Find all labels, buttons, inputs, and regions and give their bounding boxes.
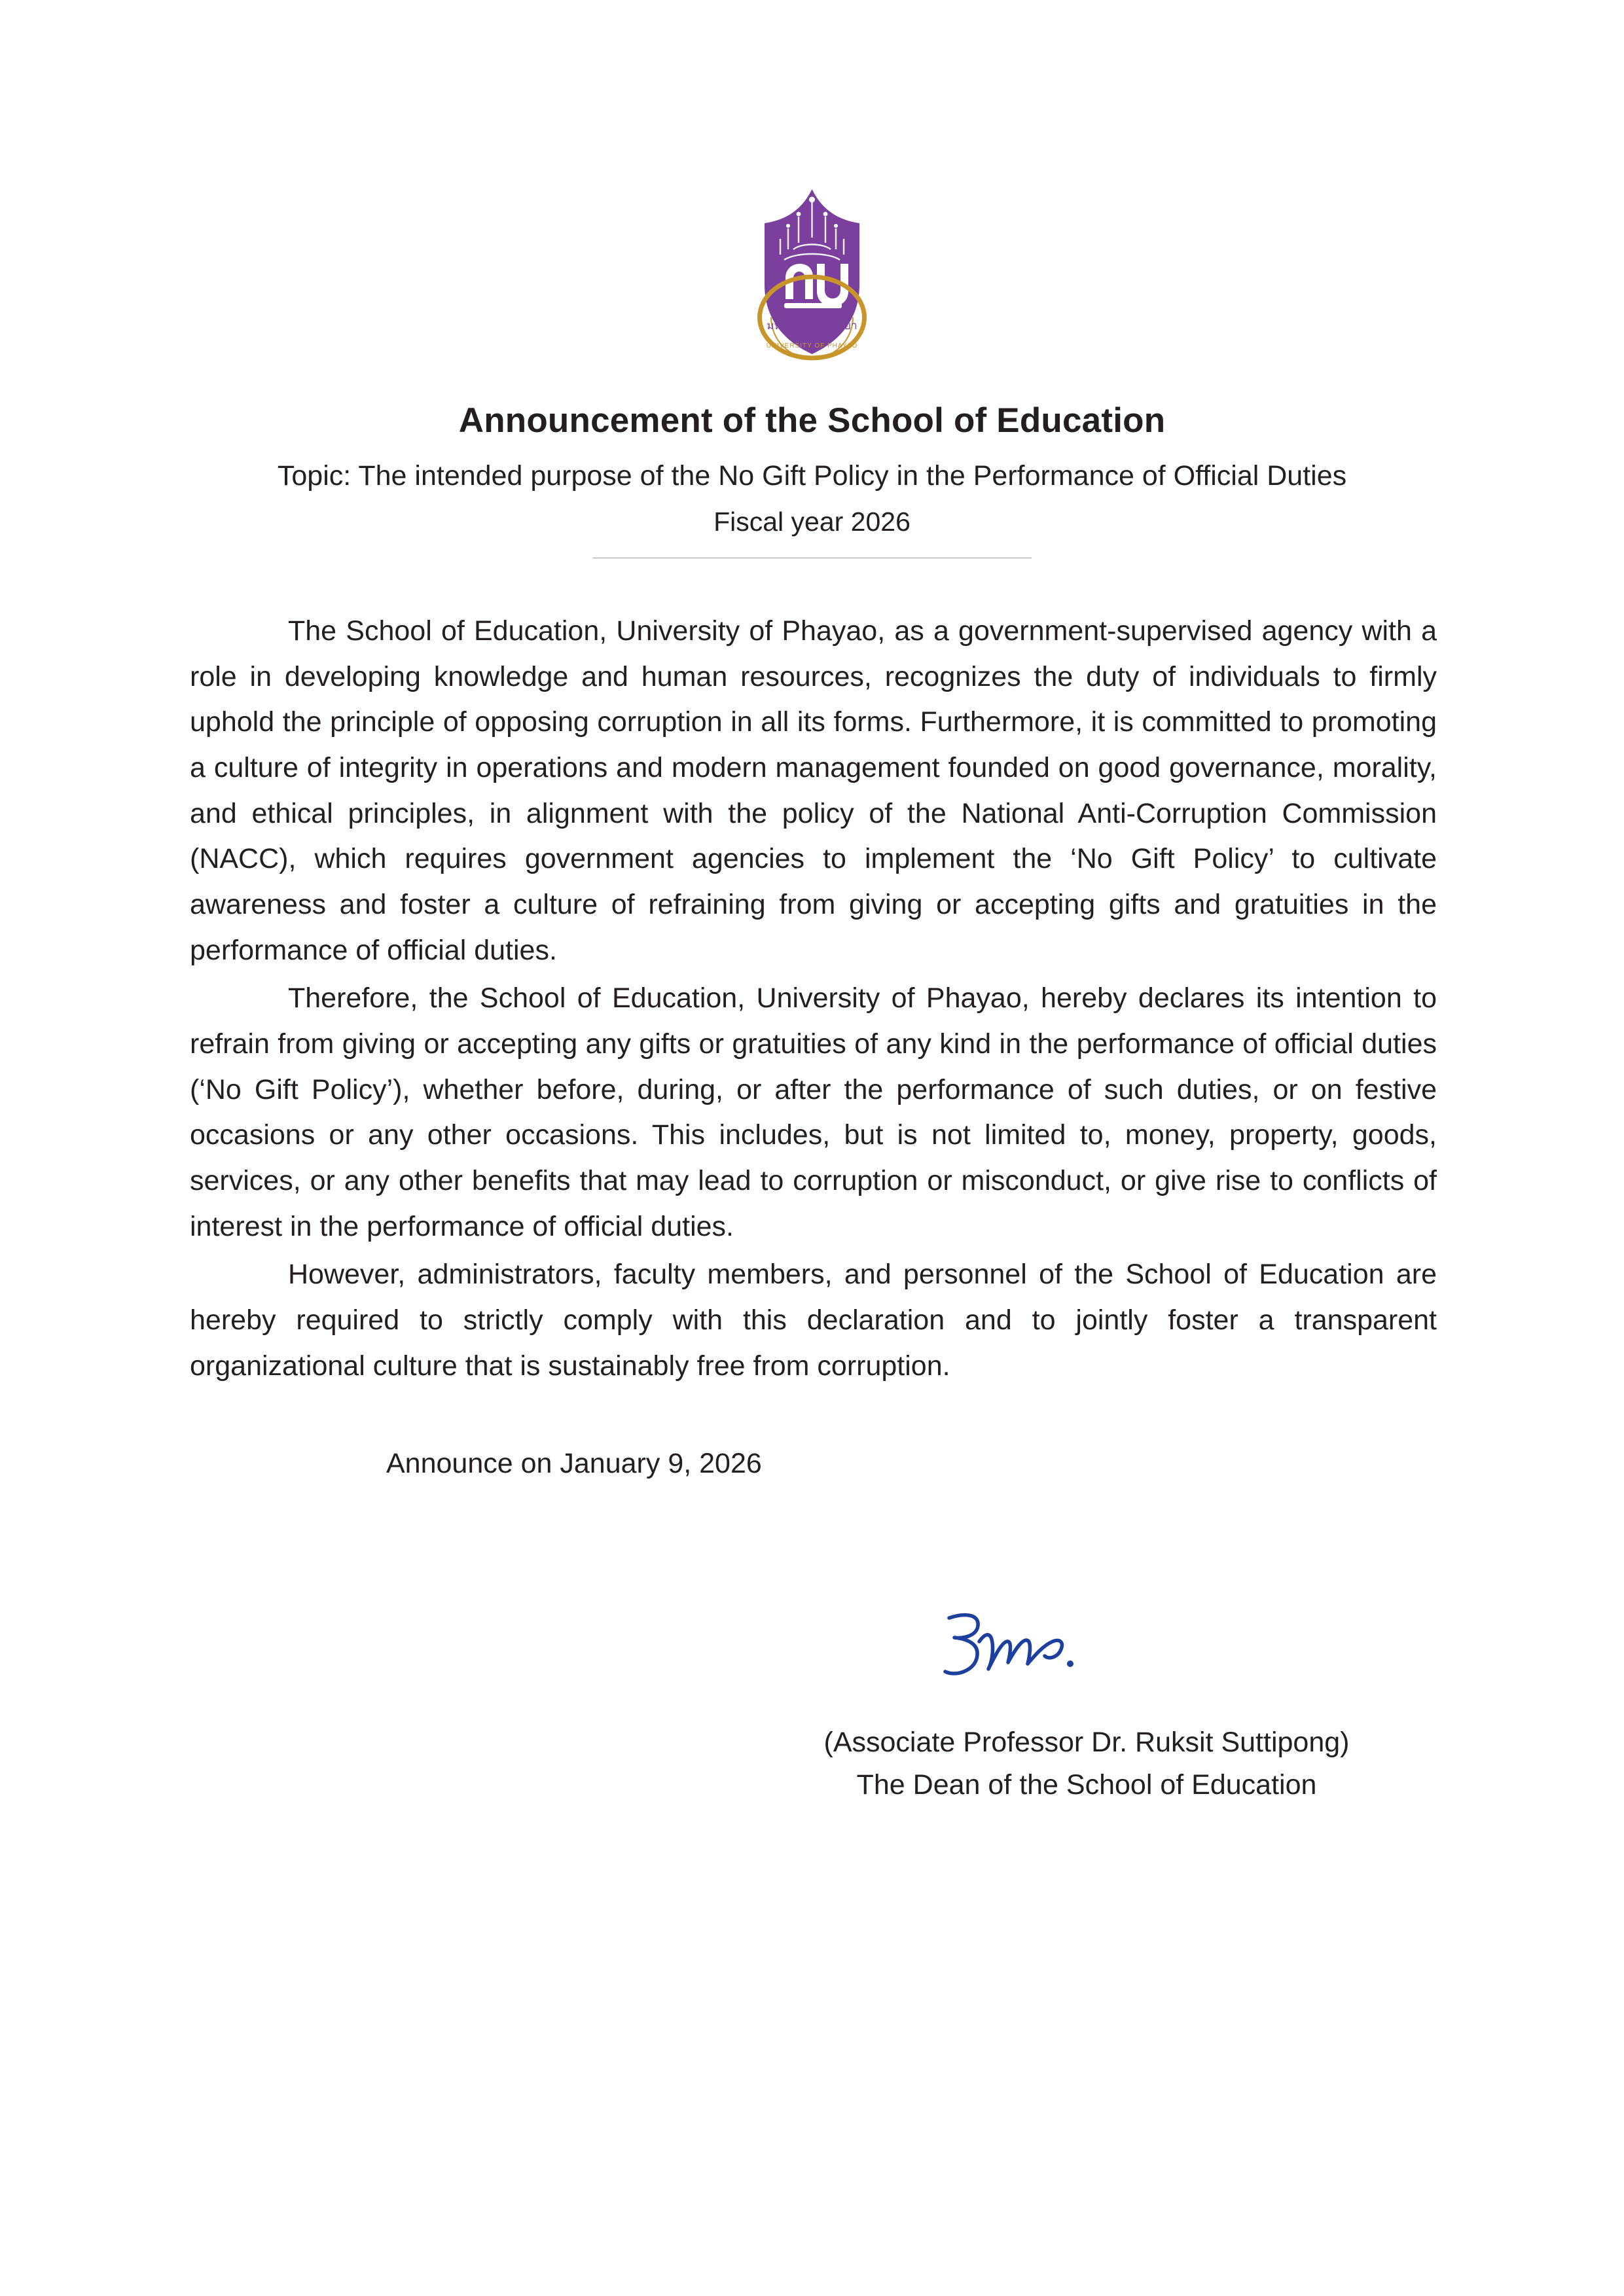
svg-text:มหาวิทยาลัยพะเยา: มหาวิทยาลัยพะเยา	[767, 319, 857, 332]
university-of-phayao-emblem-icon	[725, 187, 899, 383]
document-body	[190, 609, 1437, 1485]
body-paragraph: Therefore, the School of Education, University of Phayao, hereby declares its intention to refrain from giving or accepting any gifts or gratuities of any kind in the performance of official duties (‘No Gift Policy’), whether before, during, or after the performance of such duties, or on festive occasions or any other occasions. This includes, but is not limited to, money, property, goods, services, or any other benefits that may lead to corruption or misconduct, or give rise to conflicts of interest in the performance of official duties.	[190, 982, 1437, 1242]
handwritten-signature-icon	[720, 1604, 1453, 1721]
document-header	[0, 399, 1624, 558]
page-title: Announcement of the School of Education	[458, 401, 1166, 440]
signature-block	[720, 1604, 1453, 1806]
announce-date: Announce on January 9, 2026	[386, 1448, 762, 1480]
signer-name: (Associate Professor Dr. Ruksit Suttipong)	[823, 1727, 1350, 1758]
emblem-container	[0, 187, 1624, 383]
body-paragraph: The School of Education, University of Phayao, as a government-supervised agency with a role in developing knowledge and human resources, recognizes the duty of individuals to firmly uphold the principle of opposing corruption in all its forms. Furthermore, it is committed to promoting a culture of integrity in operations and modern management founded on good governance, morality, and ethical principles, in alignment with the policy of the National Anti-Corruption Commission (NACC), which requires government agencies to implement the ‘No Gift Policy’ to cultivate awareness and foster a culture of refraining from giving or accepting gifts and gratuities in the performance of official duties.	[190, 615, 1437, 966]
signer-role: The Dean of the School of Education	[856, 1768, 1317, 1801]
body-paragraph: However, administrators, faculty members, and personnel of the School of Education are hereby required to strictly comply with this declaration and to jointly foster a transparent organizational culture that is sustainably free from corruption.	[190, 1259, 1437, 1382]
document-subject: Topic: The intended purpose of the No Gift Policy in the Performance of Official Duties	[277, 460, 1347, 492]
document-fiscal-year: Fiscal year 2026	[713, 507, 911, 537]
svg-text:UNIVERSITY OF PHAYAO: UNIVERSITY OF PHAYAO	[766, 342, 858, 350]
